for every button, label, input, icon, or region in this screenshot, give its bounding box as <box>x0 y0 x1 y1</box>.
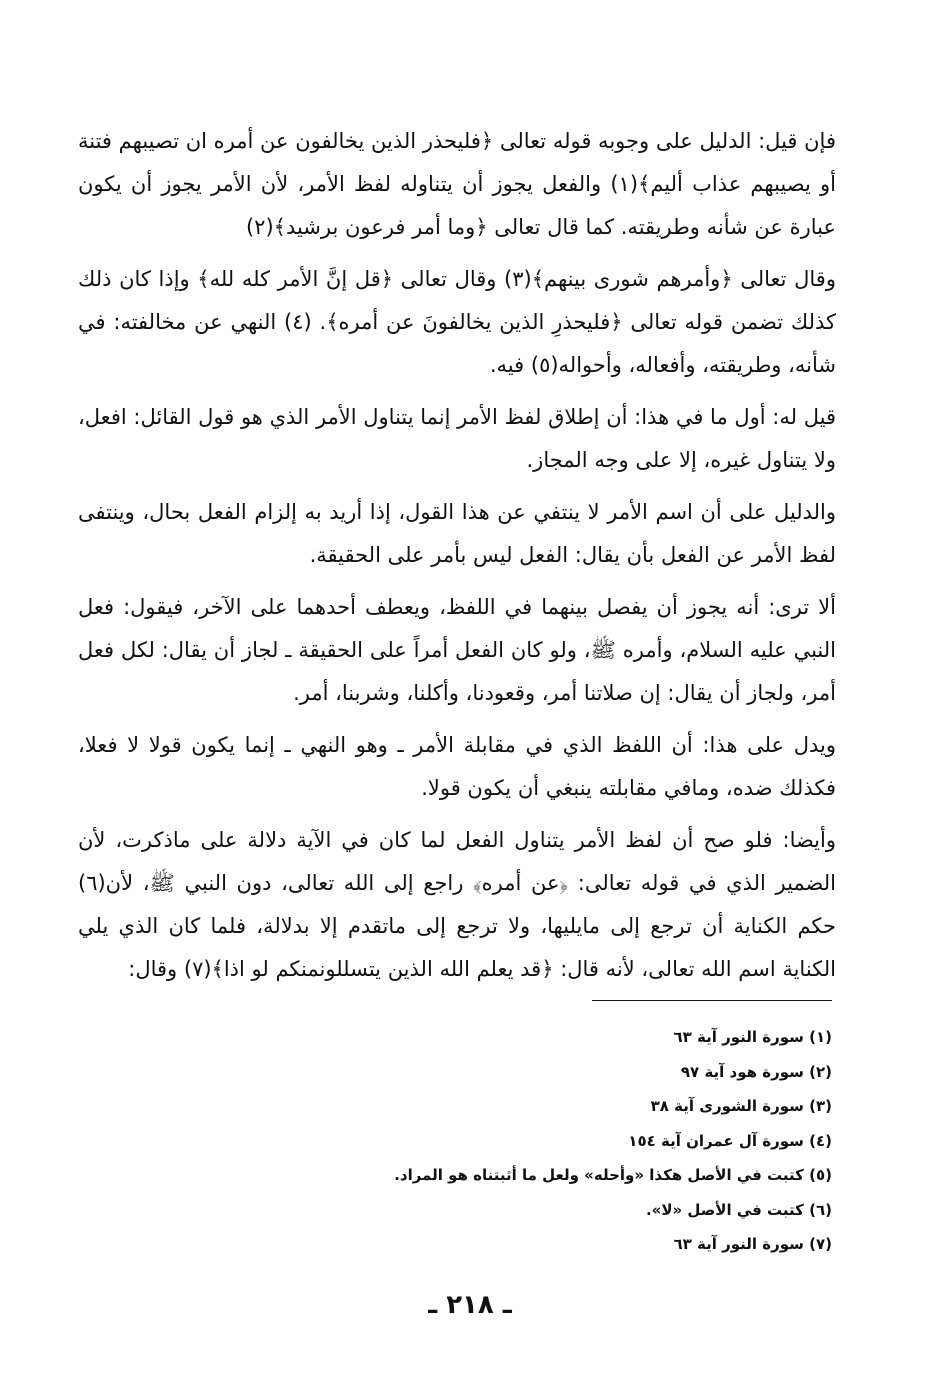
paragraph: وأيضا: فلو صح أن لفظ الأمر يتناول الفعل لما كان في الآية دلالة على ماذكرت، لأن الضمير الذي في قوله تعالى: ﴿عن أمره﴾ راجع إلى الله تعالى، دون النبي ﷺ، لأن(٦) حكم الكناية أن ترجع إلى مايليها، ولا ترجع إلى ماتقدم إلا بدلالة، فلما كان الذي يلي الكناية اسم الله تعالى، لأنه قال: ﴿قد يعلم الله الذين يتسللونمنكم لو اذا﴾(٧) وقال: <box>78 828 836 981</box>
footnote: (٥) كتبت في الأصل هكذا «وأحله» ولعل ما أثبتناه هو المراد. <box>394 1166 832 1184</box>
paragraph: فإن قيل: الدليل على وجوبه قوله تعالى ﴿فليحذر الذين يخالفون عن أمره ان تصيبهم فتنة أو يصيبهم عذاب أليم﴾(١) والفعل يجوز أن يتناوله لفظ الأمر، لأن الأمر يجوز أن يكون عبارة عن شأنه وطريقته. كما قال تعالى ﴿وما أمر فرعون برشيد﴾(٢) <box>78 129 836 239</box>
footnote: (٧) سورة النور آية ٦٣ <box>673 1235 832 1253</box>
footnote: (٢) سورة هود آية ٩٧ <box>680 1062 832 1081</box>
paragraph: والدليل على أن اسم الأمر لا ينتفي عن هذا القول، إذا أريد به إلزام الفعل بحال، وينتفى لفظ الأمر عن الفعل بأن يقال: الفعل ليس بأمر على الحقيقة. <box>78 500 836 567</box>
page-number: ـ ٢١٨ ـ <box>428 1290 512 1320</box>
footnote: (٤) سورة آل عمران آية ١٥٤ <box>628 1131 832 1150</box>
paragraph: ألا ترى: أنه يجوز أن يفصل بينهما في اللفظ، ويعطف أحدهما على الآخر، فيقول: فعل النبي عليه السلام، وأمره ﷺ، ولو كان الفعل أمراً على الحقيقة ـ لجاز أن يقال: لكل فعل أمر، ولجاز أن يقال: إن صلاتنا أمر، وقعودنا، وأكلنا، وشربنا، أمر. <box>78 595 836 705</box>
paragraph: وقال تعالى ﴿وأمرهم شورى بينهم﴾(٣) وقال تعالى ﴿قل إنَّ الأمر كله لله﴾ وإذا كان ذلك كذلك تضمن قوله تعالى ﴿فليحذرِ الذين يخالفونَ عن أمره﴾. (٤) النهي عن مخالفته: في شأنه، وطريقته، وأفعاله، وأحواله(٥) فيه. <box>78 267 836 377</box>
footnote: (٦) كتبت في الأصل «لا». <box>645 1200 832 1219</box>
footnote: (١) سورة النور آية ٦٣ <box>673 1028 832 1046</box>
paragraph: ويدل على هذا: أن اللفظ الذي في مقابلة الأمر ـ وهو النهي ـ إنما يكون قولا لا فعلا، فكذلك ضده، ومافي مقابلته ينبغي أن يكون قولا. <box>78 733 836 800</box>
main-text <box>78 120 836 1000</box>
paragraph: قيل له: أول ما في هذا: أن إطلاق لفظ الأمر إنما يتناول الأمر الذي هو قول القائل: افعل، ولا يتناول غيره، إلا على وجه المجاز. <box>78 405 836 472</box>
footnote: (٣) سورة الشورى آية ٣٨ <box>650 1097 832 1115</box>
footnote-separator <box>592 1000 832 1001</box>
footnotes-list <box>380 1020 832 1262</box>
